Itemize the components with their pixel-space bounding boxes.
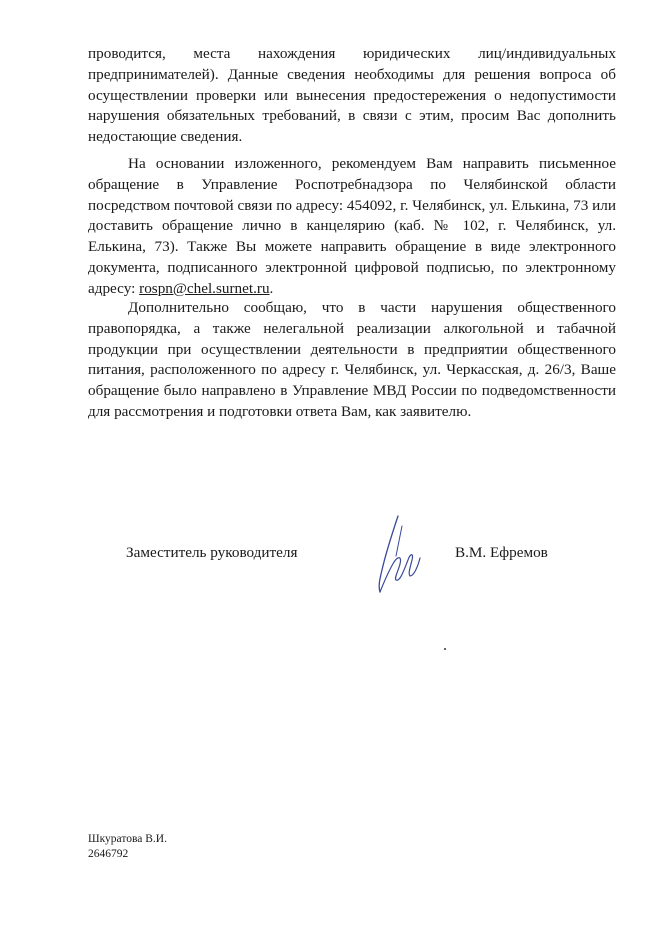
executor-info	[88, 832, 167, 861]
signatory-name: В.М. Ефремов	[455, 544, 548, 561]
letter-paragraph-2	[88, 154, 616, 300]
paragraph-2-end: .	[269, 279, 274, 297]
executor-name: Шкуратова В.И.	[88, 833, 167, 845]
paragraph-3-text: Дополнительно сообщаю, что в части нарушения общественного правопорядка, а также нелегальной реализации алкогольной и табачной продукции при осуществлении деятельности в предприятии общественного питания, расположенного по адресу г. Челябинск, ул. Черкасская, д. 26/3, Ваше обращение было направлено в Управление МВД России по подведомственности для рассмотрения и подготовки ответа Вам, как заявителю.	[88, 299, 616, 420]
letter-paragraph-1	[88, 44, 616, 148]
paragraph-2	[88, 154, 616, 300]
letter-paragraph-3	[88, 298, 616, 423]
executor-phone: 2646792	[88, 847, 129, 860]
handwritten-signature-icon	[368, 512, 432, 598]
email-link[interactable]: rospn@chel.surnet.ru	[139, 279, 270, 297]
scan-speck	[444, 648, 446, 650]
paragraph-2-text: На основании изложенного, рекомендуем Вам направить письменное обращение в Управление Роспотребнадзора по Челябинской области посредством почтовой связи по адресу: 454092, г. Челябинск, ул. Елькина, 73 или доставить обращение лично в канцелярию (каб. № 102, г. Челябинск, ул. Елькина, 73). Также Вы можете направить обращение в виде электронного документа, подписанного электронной цифровой подписью, по электронному адресу:	[88, 155, 616, 297]
signatory-title: Заместитель руководителя	[126, 544, 298, 561]
paragraph-1-text: проводится, места нахождения юридических лиц/индивидуальных предпринимателей). Данные сведения необходимы для решения вопроса об осуществлении проверки или вынесения предостережения о недопустимости нарушения обязательных требований, в связи с этим, просим Вас дополнить недостающие сведения.	[88, 45, 616, 146]
